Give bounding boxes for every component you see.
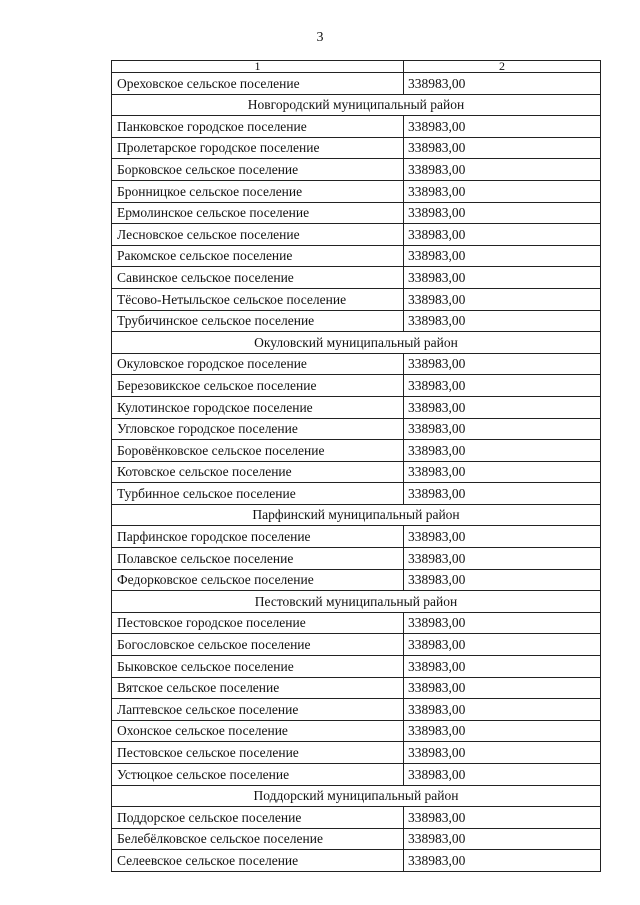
settlement-amount: 338983,00	[404, 440, 601, 462]
settlement-amount: 338983,00	[404, 73, 601, 95]
table-row	[112, 180, 601, 202]
settlement-amount: 338983,00	[404, 180, 601, 202]
settlement-name: Устюцкое сельское поселение	[112, 764, 404, 786]
settlement-name: Угловское городское поселение	[112, 418, 404, 440]
settlements-table	[111, 60, 601, 872]
column-number-row	[112, 61, 601, 73]
settlement-amount: 338983,00	[404, 699, 601, 721]
settlement-amount: 338983,00	[404, 742, 601, 764]
settlement-name: Ермолинское сельское поселение	[112, 202, 404, 224]
district-name: Пестовский муниципальный район	[112, 591, 601, 613]
table-row	[112, 548, 601, 570]
settlement-amount: 338983,00	[404, 159, 601, 181]
district-name: Новгородский муниципальный район	[112, 94, 601, 116]
table-row	[112, 850, 601, 872]
settlement-name: Богословское сельское поселение	[112, 634, 404, 656]
settlement-amount: 338983,00	[404, 807, 601, 829]
settlement-name: Березовикское сельское поселение	[112, 375, 404, 397]
table-row	[112, 418, 601, 440]
table-row	[112, 267, 601, 289]
table-row	[112, 224, 601, 246]
settlement-amount: 338983,00	[404, 288, 601, 310]
settlement-amount: 338983,00	[404, 353, 601, 375]
settlement-name: Котовское сельское поселение	[112, 461, 404, 483]
settlement-amount: 338983,00	[404, 267, 601, 289]
table-row	[112, 634, 601, 656]
column-number-2: 2	[404, 61, 601, 73]
settlement-amount: 338983,00	[404, 116, 601, 138]
table-row	[112, 73, 601, 95]
table-row	[112, 310, 601, 332]
table-row	[112, 612, 601, 634]
settlement-name: Савинское сельское поселение	[112, 267, 404, 289]
table-row	[112, 483, 601, 505]
settlement-name: Федорковское сельское поселение	[112, 569, 404, 591]
table-row	[112, 288, 601, 310]
table-body	[112, 61, 601, 872]
table-row	[112, 159, 601, 181]
district-header-row	[112, 785, 601, 807]
column-number-1: 1	[112, 61, 404, 73]
settlement-name: Бронницкое сельское поселение	[112, 180, 404, 202]
settlement-name: Ореховское сельское поселение	[112, 73, 404, 95]
settlement-name: Лаптевское сельское поселение	[112, 699, 404, 721]
settlement-amount: 338983,00	[404, 569, 601, 591]
table-row	[112, 396, 601, 418]
settlement-amount: 338983,00	[404, 375, 601, 397]
district-header-row	[112, 591, 601, 613]
table-row	[112, 245, 601, 267]
settlement-amount: 338983,00	[404, 526, 601, 548]
table-row	[112, 764, 601, 786]
settlement-amount: 338983,00	[404, 224, 601, 246]
settlement-name: Пролетарское городское поселение	[112, 137, 404, 159]
settlement-name: Лесновское сельское поселение	[112, 224, 404, 246]
settlement-amount: 338983,00	[404, 850, 601, 872]
district-name: Окуловский муниципальный район	[112, 332, 601, 354]
settlement-name: Панковское городское поселение	[112, 116, 404, 138]
settlement-amount: 338983,00	[404, 548, 601, 570]
settlement-name: Селеевское сельское поселение	[112, 850, 404, 872]
table-row	[112, 116, 601, 138]
page-number: 3	[316, 30, 324, 45]
district-header-row	[112, 504, 601, 526]
settlement-amount: 338983,00	[404, 828, 601, 850]
settlement-name: Белебёлковское сельское поселение	[112, 828, 404, 850]
settlement-amount: 338983,00	[404, 461, 601, 483]
table-row	[112, 137, 601, 159]
table-row	[112, 742, 601, 764]
table-row	[112, 353, 601, 375]
table-row	[112, 202, 601, 224]
settlement-name: Охонское сельское поселение	[112, 720, 404, 742]
settlement-amount: 338983,00	[404, 137, 601, 159]
table-row	[112, 656, 601, 678]
settlement-name: Трубичинское сельское поселение	[112, 310, 404, 332]
table-row	[112, 828, 601, 850]
settlement-name: Парфинское городское поселение	[112, 526, 404, 548]
settlement-amount: 338983,00	[404, 396, 601, 418]
settlement-name: Вятское сельское поселение	[112, 677, 404, 699]
table-row	[112, 526, 601, 548]
settlement-name: Тёсово-Нетыльское сельское поселение	[112, 288, 404, 310]
settlement-name: Пестовское сельское поселение	[112, 742, 404, 764]
settlement-name: Окуловское городское поселение	[112, 353, 404, 375]
settlement-amount: 338983,00	[404, 720, 601, 742]
district-header-row	[112, 332, 601, 354]
district-header-row	[112, 94, 601, 116]
settlement-name: Ракомское сельское поселение	[112, 245, 404, 267]
table-row	[112, 440, 601, 462]
settlement-name: Полавское сельское поселение	[112, 548, 404, 570]
settlement-amount: 338983,00	[404, 656, 601, 678]
settlement-name: Турбинное сельское поселение	[112, 483, 404, 505]
settlement-name: Боровёнковское сельское поселение	[112, 440, 404, 462]
table-row	[112, 807, 601, 829]
settlement-amount: 338983,00	[404, 612, 601, 634]
settlement-amount: 338983,00	[404, 418, 601, 440]
settlement-amount: 338983,00	[404, 634, 601, 656]
table-row	[112, 699, 601, 721]
table-row	[112, 720, 601, 742]
settlement-name: Поддорское сельское поселение	[112, 807, 404, 829]
settlement-name: Кулотинское городское поселение	[112, 396, 404, 418]
settlement-amount: 338983,00	[404, 202, 601, 224]
table-row	[112, 375, 601, 397]
settlement-name: Пестовское городское поселение	[112, 612, 404, 634]
settlement-amount: 338983,00	[404, 245, 601, 267]
settlement-amount: 338983,00	[404, 677, 601, 699]
table-row	[112, 569, 601, 591]
settlement-amount: 338983,00	[404, 483, 601, 505]
settlement-amount: 338983,00	[404, 764, 601, 786]
settlement-name: Быковское сельское поселение	[112, 656, 404, 678]
table-row	[112, 677, 601, 699]
table-row	[112, 461, 601, 483]
settlement-amount: 338983,00	[404, 310, 601, 332]
district-name: Парфинский муниципальный район	[112, 504, 601, 526]
settlement-name: Борковское сельское поселение	[112, 159, 404, 181]
district-name: Поддорский муниципальный район	[112, 785, 601, 807]
